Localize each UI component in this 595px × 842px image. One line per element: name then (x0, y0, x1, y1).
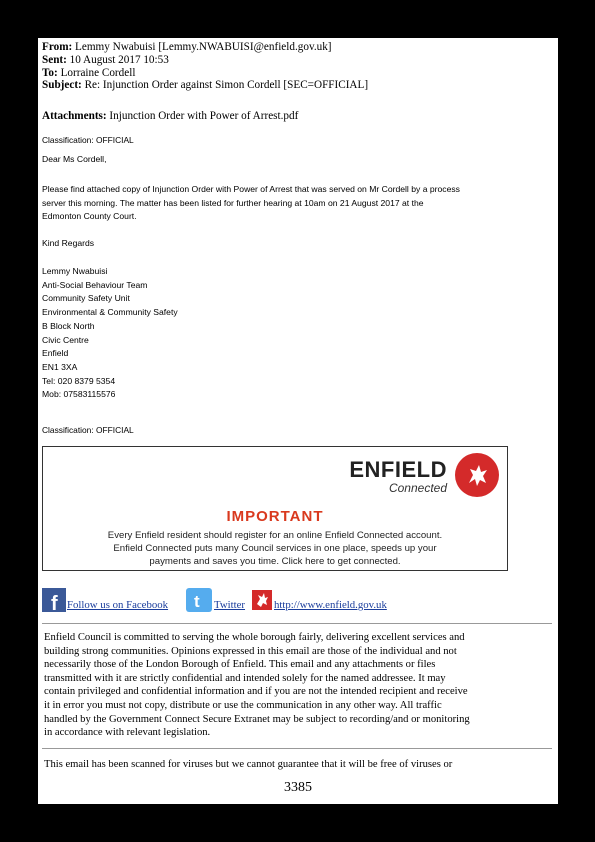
svg-text:f: f (51, 593, 58, 612)
banner-line: Every Enfield resident should register for an online Enfield Connected account. (107, 530, 443, 541)
enfield-logo-subtitle: Connected (388, 481, 447, 495)
disclaimer-line: it in error you must not copy, distribute or use the communication in any other way. All traffic (44, 699, 442, 711)
body-line: Edmonton County Court. (42, 211, 137, 222)
disclaimer-line: building strong communities. Opinions expressed in this email are those of the individual and not (44, 645, 457, 657)
subject-label: Subject: (42, 79, 82, 92)
classification-bottom: Classification: OFFICIAL (42, 425, 134, 435)
signature-postcode: EN1 3XA (42, 361, 78, 372)
twitter-link[interactable]: Twitter (214, 599, 246, 611)
enfield-crest-icon[interactable] (252, 590, 272, 610)
divider (42, 748, 552, 749)
to-label: To: (42, 66, 58, 79)
signature-address-line: Civic Centre (42, 334, 89, 345)
subject-row (42, 79, 368, 92)
signature-department: Environmental & Community Safety (42, 307, 178, 318)
virus-scan-notice: This email has been scanned for viruses but we cannot guarantee that it will be free of viruses or (44, 759, 453, 770)
to-row (42, 67, 368, 80)
classification-top: Classification: OFFICIAL (42, 135, 134, 145)
from-row (42, 41, 368, 54)
disclaimer-line: Enfield Council is committed to serving the whole borough fairly, delivering excellent services and (44, 632, 465, 643)
document-page (38, 38, 558, 804)
body-line: Please find attached copy of Injunction Order with Power of Arrest that was served on Mr Cordell by a process (42, 184, 460, 194)
signature-team: Anti-Social Behaviour Team (42, 279, 148, 290)
sent-row (42, 54, 368, 67)
facebook-link[interactable]: Follow us on Facebook (67, 599, 169, 611)
divider (42, 623, 552, 624)
enfield-dragon-logo-icon (455, 453, 499, 497)
greeting: Dear Ms Cordell, (42, 154, 107, 164)
website-link[interactable]: http://www.enfield.gov.uk (274, 599, 387, 611)
sent-value: 10 August 2017 10:53 (69, 53, 169, 66)
facebook-icon[interactable] (42, 588, 66, 612)
message-body (42, 183, 554, 224)
signature-tel: Tel: 020 8379 5354 (42, 375, 116, 386)
body-line: server this morning. The matter has been listed for further hearing at 10am on 21 August 2017 at the (42, 197, 424, 208)
signature-mobile: Mob: 07583115576 (42, 389, 116, 400)
sent-label: Sent: (42, 53, 67, 66)
banner-message (43, 529, 507, 569)
important-heading: IMPORTANT (226, 508, 324, 525)
banner-line: payments and saves you time. Click here to get connected. (149, 556, 401, 568)
disclaimer-line: necessarily those of the London Borough of Enfield. This email and any attachments or files (44, 659, 436, 671)
subject-value: Re: Injunction Order against Simon Cordell [SEC=OFFICIAL] (84, 79, 369, 92)
twitter-icon[interactable] (186, 588, 212, 612)
signature-block (42, 265, 178, 402)
from-value: Lemmy Nwabuisi [Lemmy.NWABUISI@enfield.gov.uk] (75, 41, 332, 53)
page-number: 3385 (284, 780, 312, 795)
from-label: From: (42, 41, 73, 53)
signature-name: Lemmy Nwabuisi (42, 266, 108, 276)
disclaimer-line: contain privileged and confidential information and if you are not the intended recipient and receive (44, 686, 468, 698)
signature-unit: Community Safety Unit (42, 293, 130, 304)
disclaimer-line: in accordance with relevant legislation. (44, 727, 211, 739)
regards: Kind Regards (42, 238, 95, 248)
to-value: Lorraine Cordell (60, 66, 136, 79)
attachments-label: Attachments: (42, 110, 107, 122)
banner-line: Enfield Connected puts many Council services in one place, speeds up your (113, 543, 437, 555)
enfield-logo-text: ENFIELD (349, 457, 447, 482)
disclaimer (44, 631, 552, 740)
email-header (42, 41, 368, 92)
attachment-filename[interactable]: Injunction Order with Power of Arrest.pdf (109, 110, 299, 122)
attachments-row (42, 110, 298, 122)
signature-address-line: Enfield (42, 348, 69, 359)
disclaimer-line: handled by the Government Connect Secure Extranet may be subject to recording/and or monitoring (44, 713, 470, 725)
svg-text:t: t (194, 592, 200, 611)
enfield-connected-banner[interactable] (42, 446, 508, 571)
disclaimer-line: transmitted with it are strictly confidential and intended solely for the named addressee. It may (44, 672, 446, 684)
signature-address-line: B Block North (42, 320, 95, 331)
